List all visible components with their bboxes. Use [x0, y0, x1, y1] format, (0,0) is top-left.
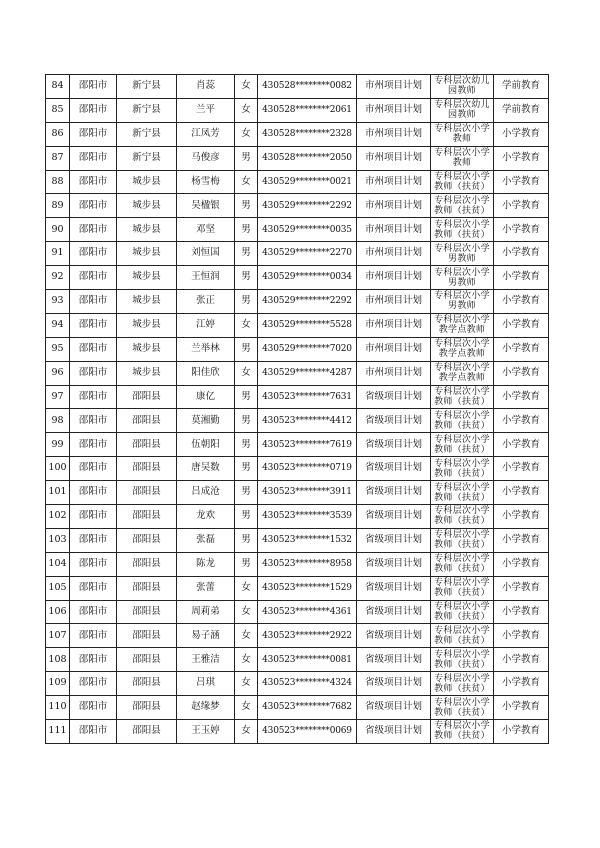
cell-city: 邵阳市	[70, 576, 117, 600]
cell-plan: 省级项目计划	[357, 457, 431, 481]
cell-name: 莫湘勤	[177, 409, 235, 433]
cell-category: 学前教育	[494, 75, 549, 99]
cell-gender: 男	[235, 457, 258, 481]
cell-county: 邵阳县	[117, 409, 177, 433]
cell-id-number: 430523********7631	[258, 385, 357, 409]
cell-plan: 市州项目计划	[357, 242, 431, 266]
cell-position: 专科层次幼儿园教师	[431, 98, 494, 122]
cell-position: 专科层次小学教师（扶贫）	[431, 672, 494, 696]
cell-city: 邵阳市	[70, 385, 117, 409]
cell-position: 专科层次小学教师（扶贫）	[431, 385, 494, 409]
table-row	[46, 266, 549, 290]
cell-number: 95	[46, 337, 70, 361]
cell-county: 新宁县	[117, 98, 177, 122]
cell-id-number: 430523********1529	[258, 576, 357, 600]
cell-number: 85	[46, 98, 70, 122]
cell-plan: 市州项目计划	[357, 361, 431, 385]
cell-city: 邵阳市	[70, 194, 117, 218]
cell-gender: 男	[235, 505, 258, 529]
cell-position: 专科层次小学教师（扶贫）	[431, 457, 494, 481]
cell-name: 王恒润	[177, 266, 235, 290]
cell-name: 肖蕊	[177, 75, 235, 99]
cell-id-number: 430523********4361	[258, 600, 357, 624]
table-row	[46, 385, 549, 409]
cell-gender: 男	[235, 337, 258, 361]
cell-name: 易子涵	[177, 624, 235, 648]
cell-number: 107	[46, 624, 70, 648]
cell-position: 专科层次小学教师（扶贫）	[431, 600, 494, 624]
cell-gender: 男	[235, 218, 258, 242]
cell-position: 专科层次小学教师（扶贫）	[431, 696, 494, 720]
cell-name: 王玉婷	[177, 720, 235, 744]
cell-plan: 省级项目计划	[357, 505, 431, 529]
cell-gender: 女	[235, 624, 258, 648]
table-row	[46, 194, 549, 218]
cell-gender: 男	[235, 409, 258, 433]
cell-id-number: 430523********0069	[258, 720, 357, 744]
cell-id-number: 430529********2292	[258, 194, 357, 218]
cell-city: 邵阳市	[70, 600, 117, 624]
cell-city: 邵阳市	[70, 313, 117, 337]
cell-city: 邵阳市	[70, 481, 117, 505]
cell-city: 邵阳市	[70, 672, 117, 696]
cell-id-number: 430523********2922	[258, 624, 357, 648]
cell-number: 98	[46, 409, 70, 433]
cell-gender: 男	[235, 552, 258, 576]
cell-number: 103	[46, 528, 70, 552]
cell-name: 龙欢	[177, 505, 235, 529]
cell-name: 吴楹银	[177, 194, 235, 218]
cell-plan: 省级项目计划	[357, 672, 431, 696]
cell-plan: 省级项目计划	[357, 648, 431, 672]
cell-name: 唐吴数	[177, 457, 235, 481]
cell-county: 新宁县	[117, 75, 177, 99]
cell-category: 小学教育	[494, 552, 549, 576]
cell-category: 小学教育	[494, 528, 549, 552]
cell-category: 小学教育	[494, 672, 549, 696]
table-row	[46, 242, 549, 266]
cell-number: 92	[46, 266, 70, 290]
cell-position: 专科层次小学教师（扶贫）	[431, 170, 494, 194]
cell-position: 专科层次小学教师（扶贫）	[431, 552, 494, 576]
cell-category: 小学教育	[494, 505, 549, 529]
cell-position: 专科层次小学教师（扶贫）	[431, 505, 494, 529]
cell-name: 马俊彦	[177, 146, 235, 170]
cell-number: 89	[46, 194, 70, 218]
cell-category: 小学教育	[494, 481, 549, 505]
cell-number: 106	[46, 600, 70, 624]
cell-id-number: 430523********8958	[258, 552, 357, 576]
cell-city: 邵阳市	[70, 457, 117, 481]
cell-number: 108	[46, 648, 70, 672]
cell-position: 专科层次小学教师	[431, 122, 494, 146]
cell-gender: 男	[235, 290, 258, 314]
cell-county: 城步县	[117, 337, 177, 361]
cell-county: 城步县	[117, 361, 177, 385]
cell-name: 陈龙	[177, 552, 235, 576]
cell-name: 王雅洁	[177, 648, 235, 672]
cell-id-number: 430528********2328	[258, 122, 357, 146]
cell-id-number: 430523********4324	[258, 672, 357, 696]
table-row	[46, 552, 549, 576]
cell-id-number: 430523********3539	[258, 505, 357, 529]
cell-number: 100	[46, 457, 70, 481]
cell-county: 邵阳县	[117, 672, 177, 696]
cell-city: 邵阳市	[70, 696, 117, 720]
cell-county: 城步县	[117, 218, 177, 242]
cell-plan: 市州项目计划	[357, 266, 431, 290]
cell-county: 邵阳县	[117, 576, 177, 600]
cell-category: 小学教育	[494, 600, 549, 624]
cell-position: 专科层次小学教师（扶贫）	[431, 409, 494, 433]
cell-plan: 市州项目计划	[357, 75, 431, 99]
table-row	[46, 337, 549, 361]
cell-gender: 女	[235, 75, 258, 99]
cell-id-number: 430523********1532	[258, 528, 357, 552]
cell-number: 97	[46, 385, 70, 409]
cell-id-number: 430529********0034	[258, 266, 357, 290]
cell-id-number: 430523********3911	[258, 481, 357, 505]
cell-city: 邵阳市	[70, 242, 117, 266]
cell-city: 邵阳市	[70, 720, 117, 744]
table-row	[46, 98, 549, 122]
cell-position: 专科层次小学教学点教师	[431, 337, 494, 361]
cell-position: 专科层次小学教师（扶贫）	[431, 624, 494, 648]
cell-gender: 女	[235, 98, 258, 122]
cell-name: 江婷	[177, 313, 235, 337]
cell-plan: 省级项目计划	[357, 481, 431, 505]
cell-city: 邵阳市	[70, 170, 117, 194]
cell-gender: 男	[235, 481, 258, 505]
table-row	[46, 576, 549, 600]
cell-category: 小学教育	[494, 409, 549, 433]
table-row	[46, 481, 549, 505]
cell-plan: 市州项目计划	[357, 170, 431, 194]
cell-id-number: 430523********4412	[258, 409, 357, 433]
cell-position: 专科层次小学男教师	[431, 242, 494, 266]
cell-id-number: 430529********0021	[258, 170, 357, 194]
table-row	[46, 505, 549, 529]
cell-city: 邵阳市	[70, 528, 117, 552]
cell-number: 104	[46, 552, 70, 576]
cell-county: 邵阳县	[117, 624, 177, 648]
table-row	[46, 75, 549, 99]
cell-category: 小学教育	[494, 696, 549, 720]
table-body	[46, 75, 549, 744]
cell-name: 阳佳欣	[177, 361, 235, 385]
cell-city: 邵阳市	[70, 122, 117, 146]
cell-gender: 女	[235, 313, 258, 337]
cell-number: 105	[46, 576, 70, 600]
cell-name: 兰举林	[177, 337, 235, 361]
table-row	[46, 146, 549, 170]
cell-gender: 女	[235, 720, 258, 744]
cell-category: 小学教育	[494, 648, 549, 672]
cell-category: 小学教育	[494, 337, 549, 361]
cell-name: 邓坚	[177, 218, 235, 242]
cell-name: 周莉弟	[177, 600, 235, 624]
cell-category: 小学教育	[494, 576, 549, 600]
cell-number: 87	[46, 146, 70, 170]
cell-number: 99	[46, 433, 70, 457]
cell-id-number: 430528********2050	[258, 146, 357, 170]
table-row	[46, 170, 549, 194]
cell-id-number: 430523********0719	[258, 457, 357, 481]
cell-county: 新宁县	[117, 122, 177, 146]
cell-category: 学前教育	[494, 98, 549, 122]
cell-category: 小学教育	[494, 194, 549, 218]
cell-number: 86	[46, 122, 70, 146]
cell-number: 110	[46, 696, 70, 720]
cell-city: 邵阳市	[70, 409, 117, 433]
cell-city: 邵阳市	[70, 433, 117, 457]
cell-number: 94	[46, 313, 70, 337]
cell-id-number: 430529********2270	[258, 242, 357, 266]
cell-position: 专科层次小学教师（扶贫）	[431, 648, 494, 672]
table-row	[46, 313, 549, 337]
cell-gender: 男	[235, 528, 258, 552]
cell-gender: 女	[235, 696, 258, 720]
cell-gender: 女	[235, 576, 258, 600]
cell-name: 杨雪梅	[177, 170, 235, 194]
cell-number: 90	[46, 218, 70, 242]
table-row	[46, 624, 549, 648]
cell-city: 邵阳市	[70, 648, 117, 672]
cell-number: 111	[46, 720, 70, 744]
table-row	[46, 600, 549, 624]
cell-number: 102	[46, 505, 70, 529]
cell-city: 邵阳市	[70, 218, 117, 242]
cell-category: 小学教育	[494, 720, 549, 744]
cell-city: 邵阳市	[70, 290, 117, 314]
cell-id-number: 430523********7682	[258, 696, 357, 720]
enrollment-table	[45, 74, 549, 744]
cell-plan: 市州项目计划	[357, 146, 431, 170]
cell-id-number: 430529********4287	[258, 361, 357, 385]
cell-gender: 男	[235, 385, 258, 409]
cell-gender: 女	[235, 600, 258, 624]
cell-plan: 省级项目计划	[357, 552, 431, 576]
table-row	[46, 457, 549, 481]
cell-number: 96	[46, 361, 70, 385]
cell-name: 张磊	[177, 528, 235, 552]
cell-gender: 男	[235, 266, 258, 290]
cell-category: 小学教育	[494, 624, 549, 648]
cell-gender: 女	[235, 170, 258, 194]
cell-number: 109	[46, 672, 70, 696]
cell-name: 刘恒国	[177, 242, 235, 266]
cell-city: 邵阳市	[70, 98, 117, 122]
cell-category: 小学教育	[494, 433, 549, 457]
cell-plan: 省级项目计划	[357, 528, 431, 552]
cell-city: 邵阳市	[70, 75, 117, 99]
cell-position: 专科层次小学教学点教师	[431, 361, 494, 385]
cell-gender: 女	[235, 122, 258, 146]
cell-city: 邵阳市	[70, 337, 117, 361]
cell-plan: 市州项目计划	[357, 98, 431, 122]
cell-county: 邵阳县	[117, 505, 177, 529]
cell-plan: 省级项目计划	[357, 720, 431, 744]
cell-position: 专科层次小学教师（扶贫）	[431, 433, 494, 457]
cell-category: 小学教育	[494, 266, 549, 290]
cell-plan: 省级项目计划	[357, 385, 431, 409]
table-row	[46, 672, 549, 696]
cell-county: 邵阳县	[117, 552, 177, 576]
cell-gender: 男	[235, 194, 258, 218]
cell-category: 小学教育	[494, 218, 549, 242]
cell-id-number: 430523********0081	[258, 648, 357, 672]
cell-county: 邵阳县	[117, 720, 177, 744]
cell-plan: 市州项目计划	[357, 194, 431, 218]
cell-category: 小学教育	[494, 290, 549, 314]
table-row	[46, 361, 549, 385]
cell-plan: 省级项目计划	[357, 576, 431, 600]
cell-position: 专科层次小学教师（扶贫）	[431, 576, 494, 600]
cell-plan: 市州项目计划	[357, 122, 431, 146]
cell-city: 邵阳市	[70, 624, 117, 648]
cell-name: 张蕾	[177, 576, 235, 600]
cell-name: 张正	[177, 290, 235, 314]
table-row	[46, 218, 549, 242]
cell-number: 93	[46, 290, 70, 314]
cell-county: 城步县	[117, 313, 177, 337]
cell-county: 邵阳县	[117, 481, 177, 505]
cell-position: 专科层次小学教学点教师	[431, 313, 494, 337]
cell-position: 专科层次小学教师（扶贫）	[431, 528, 494, 552]
cell-category: 小学教育	[494, 146, 549, 170]
table-row	[46, 528, 549, 552]
cell-gender: 女	[235, 648, 258, 672]
cell-county: 邵阳县	[117, 600, 177, 624]
cell-county: 新宁县	[117, 146, 177, 170]
cell-category: 小学教育	[494, 385, 549, 409]
cell-county: 城步县	[117, 242, 177, 266]
cell-position: 专科层次幼儿园教师	[431, 75, 494, 99]
table-row	[46, 290, 549, 314]
cell-position: 专科层次小学教师（扶贫）	[431, 481, 494, 505]
cell-city: 邵阳市	[70, 361, 117, 385]
cell-id-number: 430528********0082	[258, 75, 357, 99]
cell-county: 城步县	[117, 266, 177, 290]
cell-id-number: 430529********7020	[258, 337, 357, 361]
cell-id-number: 430529********2292	[258, 290, 357, 314]
cell-category: 小学教育	[494, 242, 549, 266]
cell-gender: 女	[235, 361, 258, 385]
cell-id-number: 430528********2061	[258, 98, 357, 122]
cell-city: 邵阳市	[70, 505, 117, 529]
cell-city: 邵阳市	[70, 266, 117, 290]
table-row	[46, 409, 549, 433]
cell-position: 专科层次小学教师	[431, 146, 494, 170]
cell-plan: 市州项目计划	[357, 290, 431, 314]
cell-position: 专科层次小学男教师	[431, 266, 494, 290]
cell-gender: 男	[235, 433, 258, 457]
cell-name: 江凤芳	[177, 122, 235, 146]
cell-gender: 男	[235, 242, 258, 266]
table-row	[46, 648, 549, 672]
cell-county: 邵阳县	[117, 385, 177, 409]
cell-county: 城步县	[117, 290, 177, 314]
cell-id-number: 430523********7619	[258, 433, 357, 457]
cell-plan: 省级项目计划	[357, 409, 431, 433]
cell-category: 小学教育	[494, 122, 549, 146]
table-row	[46, 720, 549, 744]
cell-plan: 市州项目计划	[357, 218, 431, 242]
cell-number: 84	[46, 75, 70, 99]
cell-category: 小学教育	[494, 313, 549, 337]
cell-name: 赵缘梦	[177, 696, 235, 720]
cell-category: 小学教育	[494, 361, 549, 385]
cell-plan: 省级项目计划	[357, 696, 431, 720]
cell-plan: 省级项目计划	[357, 624, 431, 648]
cell-name: 吕琪	[177, 672, 235, 696]
cell-plan: 市州项目计划	[357, 337, 431, 361]
cell-position: 专科层次小学教师（扶贫）	[431, 720, 494, 744]
cell-plan: 省级项目计划	[357, 600, 431, 624]
table-row	[46, 433, 549, 457]
cell-county: 邵阳县	[117, 528, 177, 552]
cell-county: 邵阳县	[117, 433, 177, 457]
cell-name: 兰平	[177, 98, 235, 122]
cell-name: 伍朝阳	[177, 433, 235, 457]
table-row	[46, 696, 549, 720]
cell-category: 小学教育	[494, 170, 549, 194]
cell-name: 吕成沧	[177, 481, 235, 505]
cell-name: 康亿	[177, 385, 235, 409]
cell-county: 城步县	[117, 194, 177, 218]
cell-plan: 市州项目计划	[357, 313, 431, 337]
cell-category: 小学教育	[494, 457, 549, 481]
cell-position: 专科层次小学教师（扶贫）	[431, 218, 494, 242]
cell-county: 城步县	[117, 170, 177, 194]
cell-number: 91	[46, 242, 70, 266]
table-row	[46, 122, 549, 146]
cell-county: 邵阳县	[117, 696, 177, 720]
cell-plan: 省级项目计划	[357, 433, 431, 457]
cell-county: 邵阳县	[117, 648, 177, 672]
cell-id-number: 430529********5528	[258, 313, 357, 337]
cell-gender: 女	[235, 672, 258, 696]
cell-number: 101	[46, 481, 70, 505]
cell-city: 邵阳市	[70, 146, 117, 170]
cell-position: 专科层次小学男教师	[431, 290, 494, 314]
cell-position: 专科层次小学教师（扶贫）	[431, 194, 494, 218]
cell-id-number: 430529********0035	[258, 218, 357, 242]
cell-gender: 男	[235, 146, 258, 170]
cell-number: 88	[46, 170, 70, 194]
cell-city: 邵阳市	[70, 552, 117, 576]
cell-county: 邵阳县	[117, 457, 177, 481]
